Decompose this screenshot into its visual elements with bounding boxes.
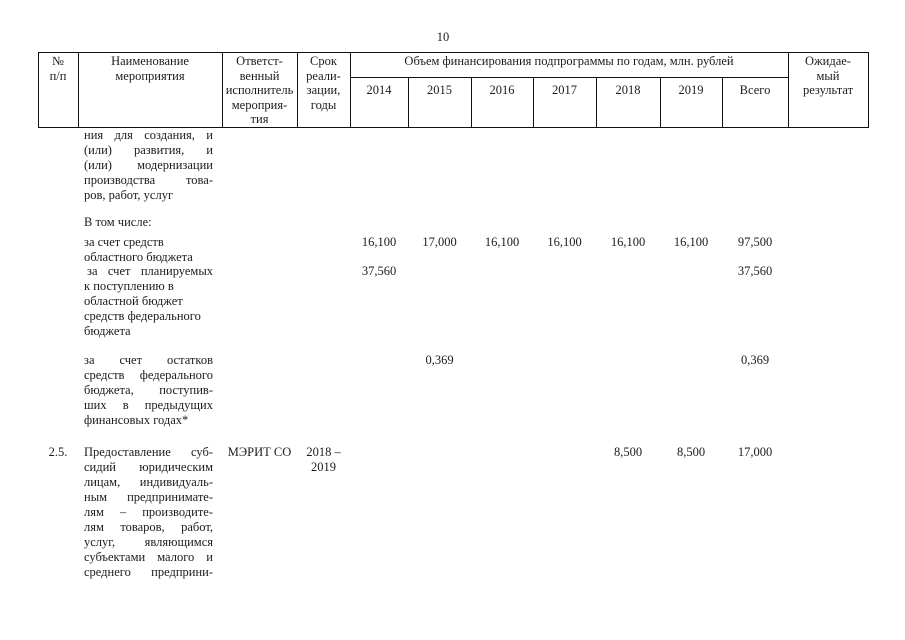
name-line: средств федерального xyxy=(84,367,213,382)
header-cell-financing: Объем финансирования подпрограммы по годам, млн. рублей xyxy=(404,54,734,68)
name-line: ших в предыдущих xyxy=(84,397,213,412)
header-year-2014: 2014 xyxy=(366,83,392,97)
row-value-2019: 8,500 xyxy=(676,444,706,459)
row-value-total: 17,000 xyxy=(737,444,773,459)
name-line: средств федерального xyxy=(84,309,201,324)
row-value-2014: 16,100 xyxy=(361,234,397,249)
header-year-total: Всего xyxy=(739,83,771,97)
header-line: зации, xyxy=(306,83,341,97)
row-value-total: 0,369 xyxy=(740,352,770,367)
header-year-2015: 2015 xyxy=(427,83,452,97)
name-line: субъектами малого и xyxy=(84,549,213,564)
name-line: среднего предприни- xyxy=(84,564,213,579)
name-line: областного бюджета xyxy=(84,249,193,264)
name-line: областной бюджет xyxy=(84,293,183,308)
row-name-text xyxy=(84,235,213,265)
header-cell-name xyxy=(78,54,222,83)
page-number: 10 xyxy=(436,30,450,44)
row-term xyxy=(297,445,350,475)
header-line: исполнитель xyxy=(225,83,294,97)
table-border-right xyxy=(868,52,869,128)
name-line: ров, работ, услуг xyxy=(84,187,174,202)
header-line: мый xyxy=(816,68,840,83)
header-cell-executor xyxy=(222,54,297,127)
row-value-2018: 8,500 xyxy=(613,444,643,459)
row-name-text xyxy=(84,215,213,230)
name-line: лям – производите- xyxy=(84,504,213,519)
row-name-text xyxy=(84,128,213,203)
name-line: производства това- xyxy=(84,172,213,187)
name-line: за счет остатков xyxy=(84,352,213,367)
name-line: сидий юридическим xyxy=(84,459,213,474)
header-year-2016: 2016 xyxy=(489,83,515,97)
name-line: Предоставление суб- xyxy=(84,444,213,459)
name-line: (или) развития, и xyxy=(84,142,213,157)
header-line: Ожидае- xyxy=(805,54,851,68)
header-year-2019: 2019 xyxy=(678,83,704,97)
header-line: венный xyxy=(239,68,280,83)
name-line: ния для создания, и xyxy=(84,127,213,142)
header-line: реали- xyxy=(306,68,341,83)
header-cell-term xyxy=(297,54,350,112)
row-value-2015: 0,369 xyxy=(425,352,454,367)
row-value-2017: 16,100 xyxy=(547,234,582,249)
row-value-total: 97,500 xyxy=(737,234,773,249)
header-line: мероприятия xyxy=(115,68,185,83)
row-value-2014: 37,560 xyxy=(361,263,397,278)
name-line: финансовых годах* xyxy=(84,412,189,427)
header-line: № xyxy=(52,54,64,68)
header-line: п/п xyxy=(49,68,67,83)
row-name-text xyxy=(84,353,213,428)
term-line: 2019 xyxy=(311,459,336,474)
name-line: бюджета xyxy=(84,324,131,339)
name-line: за счет планируемых xyxy=(87,263,213,278)
row-value-total: 37,560 xyxy=(737,263,773,278)
name-line: к поступлению в xyxy=(84,278,174,293)
row-value-2016: 16,100 xyxy=(484,234,520,249)
row-number: 2.5. xyxy=(48,444,68,459)
row-name-text xyxy=(84,264,213,340)
header-line: Срок xyxy=(310,54,337,68)
header-line: годы xyxy=(310,97,337,112)
name-line: (или) модернизации xyxy=(84,157,213,172)
header-cell-number xyxy=(38,54,78,83)
name-line: ным предпринимате- xyxy=(84,489,213,504)
header-year-2017: 2017 xyxy=(552,83,577,97)
name-line: В том числе: xyxy=(84,214,152,229)
term-line: 2018 – xyxy=(306,444,341,459)
header-line: Ответст- xyxy=(236,54,283,68)
table-border-top xyxy=(38,52,869,53)
row-value-2018: 16,100 xyxy=(610,234,646,249)
header-line: мероприя- xyxy=(231,97,288,112)
name-line: лицам, индивидуаль- xyxy=(84,474,213,489)
name-line: бюджета, поступив- xyxy=(84,382,213,397)
header-cell-result xyxy=(788,54,868,98)
header-line: Наименование xyxy=(111,54,189,68)
row-executor: МЭРИТ СО xyxy=(227,444,292,459)
row-name-text xyxy=(84,445,213,580)
row-value-2015: 17,000 xyxy=(422,234,457,249)
name-line: лям товаров, работ, xyxy=(84,519,213,534)
header-year-2018: 2018 xyxy=(615,83,641,97)
header-line: тия xyxy=(250,112,269,126)
header-line: результат xyxy=(802,83,854,97)
row-value-2019: 16,100 xyxy=(673,234,709,249)
name-line: услуг, являющимся xyxy=(84,534,213,549)
name-line: за счет средств xyxy=(84,234,164,249)
